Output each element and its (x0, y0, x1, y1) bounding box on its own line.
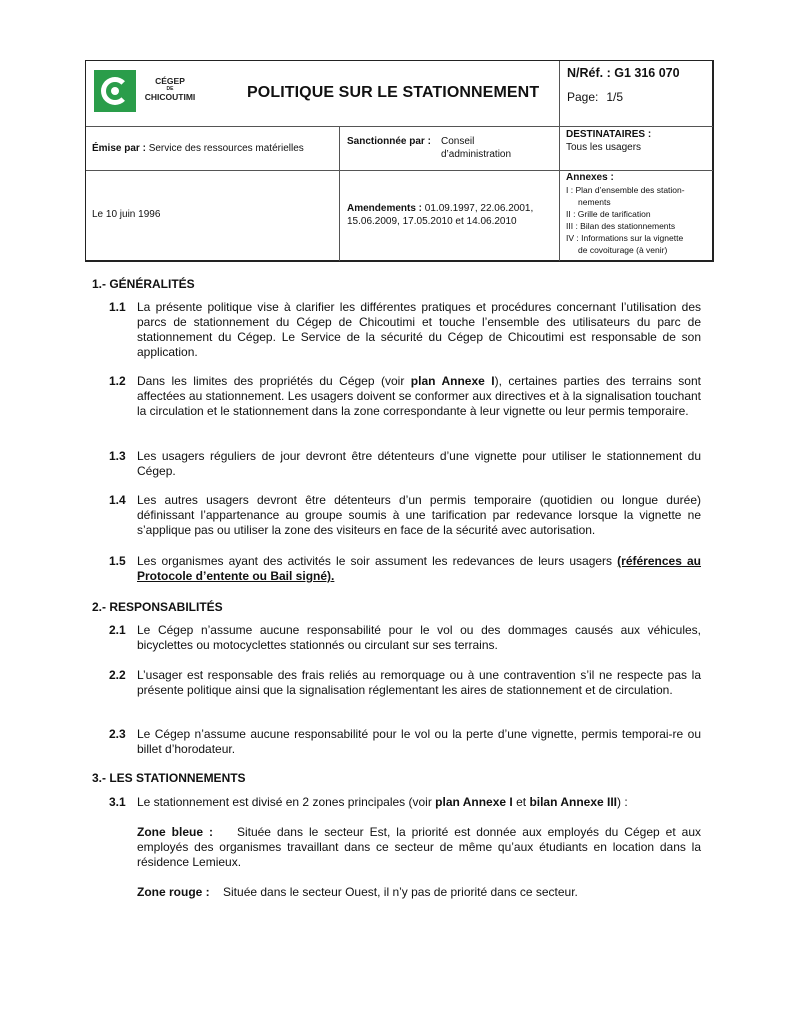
annex-item: II : Grille de tarification (566, 209, 651, 219)
annex-item: I : Plan d’ensemble des station- (566, 185, 685, 195)
sanctioned-by-value: Conseil d’administration (441, 136, 512, 160)
paragraph: 3.1 Le stationnement est divisé en 2 zones principales (voir plan Annexe I et bilan Annexe III) : (109, 795, 628, 809)
reference-number: N/Réf. : G1 316 070 (567, 66, 680, 80)
issued-by-value: Service des ressources matérielles (148, 143, 304, 154)
header-title-cell (86, 61, 560, 127)
section-title: 3.- LES STATIONNEMENTS (92, 771, 246, 785)
cegep-logo-icon (94, 70, 136, 112)
header-table (85, 60, 714, 262)
annex-item: de covoiturage (à venir) (578, 245, 668, 255)
page-number: Page: 1/5 (567, 90, 624, 104)
annex-item: III : Bilan des stationnements (566, 221, 676, 231)
paragraph: 1.3 Les usagers réguliers de jour devront être détenteurs d’une vignette pour utiliser le stationnement du Cégep. (109, 449, 701, 478)
recipients-label: DESTINATAIRES : (566, 129, 652, 140)
sanctioned-by-cell (340, 127, 560, 171)
date-cell (86, 171, 340, 261)
paragraph: 1.5 Les organismes ayant des activités le soir assument les redevances de leurs usagers (références au Protocole d’entente ou Bail signé). (109, 554, 701, 583)
issued-by-label: Émise par : (92, 143, 146, 154)
paragraph: 2.2 L’usager est responsable des frais reliés au remorquage ou à une contravention s’il ne respecte pas la présente politique ainsi que la signalisation réglementant les aires de stationnement et de circulation. (109, 668, 701, 697)
reference-cell (560, 61, 713, 127)
annex-item: nements (578, 197, 611, 207)
amendments-text: Amendements : 01.09.1997, 22.06.2001, 15.06.2009, 17.05.2010 et 14.06.2010 (347, 203, 534, 227)
annexes-list: Annexes : I : Plan d’ensemble des station- nements II : Grille de tarification III : Bilan des stationnements IV : Informations sur la vignette de covoiturage (à venir) (566, 172, 711, 256)
paragraph: 2.3 Le Cégep n’assume aucune responsabilité pour le vol ou la perte d’une vignette, permis temporai-re ou billet d’horodateur. (109, 727, 701, 756)
sanctioned-by-label: Sanctionnée par : (347, 136, 431, 147)
section-title: 1.- GÉNÉRALITÉS (92, 277, 195, 291)
document-title: POLITIQUE SUR LE STATIONNEMENT (247, 84, 540, 101)
section-title: 2.- RESPONSABILITÉS (92, 600, 223, 614)
annex-item: IV : Informations sur la vignette (566, 233, 684, 243)
zone-description: Zone bleue : Située dans le secteur Est, la priorité est donnée aux employés du Cégep et aux employés des organismes travaillant dans ce secteur de même qu’aux étudiants en location dans la résidence Lemieux. (137, 825, 701, 869)
paragraph: 1.4 Les autres usagers devront être détenteurs d’un permis temporaire (quotidien ou longue durée) définissant l’appartenance au groupe soumis à une tarification par redevance lorsque la vignette ne s’applique pas ou utiliser la zone des visiteurs en face de la sécurité avec autorisation. (109, 493, 701, 537)
recipients-value: Tous les usagers (566, 142, 642, 153)
paragraph: 1.2 Dans les limites des propriétés du Cégep (voir plan Annexe I), certaines parties des terrains sont affectées au stationnement. Les usagers doivent se conformer aux directives et à la signalisation touchant la circulation et le stationnement dans la zone correspondante à leur vignette ou leur permis temporaire. (109, 374, 701, 418)
amendments-cell (340, 171, 560, 261)
recipients-cell (560, 127, 713, 171)
paragraph: 1.1 La présente politique vise à clarifier les différentes pratiques et procédures concernant l’utilisation des parcs de stationnement du Cégep de Chicoutimi et touche l’ensemble des utilisateurs du parc de stationnement du Cégep. Le Service de la sécurité du Cégep de Chicoutimi est responsable de son application. (109, 300, 701, 359)
issued-by-cell (86, 127, 340, 171)
annexes-cell (560, 171, 713, 261)
zone-description: Zone rouge : Située dans le secteur Ouest, il n’y pas de priorité dans ce secteur. (137, 885, 578, 899)
logo-text: CÉGEP DE CHICOUTIMI (144, 76, 196, 102)
paragraph: 2.1 Le Cégep n’assume aucune responsabilité pour le vol ou des dommages causés aux véhicules, bicyclettes ou motocyclettes stationnés ou circulant sur ses terrains. (109, 623, 701, 652)
issue-date: Le 10 juin 1996 (92, 209, 161, 220)
